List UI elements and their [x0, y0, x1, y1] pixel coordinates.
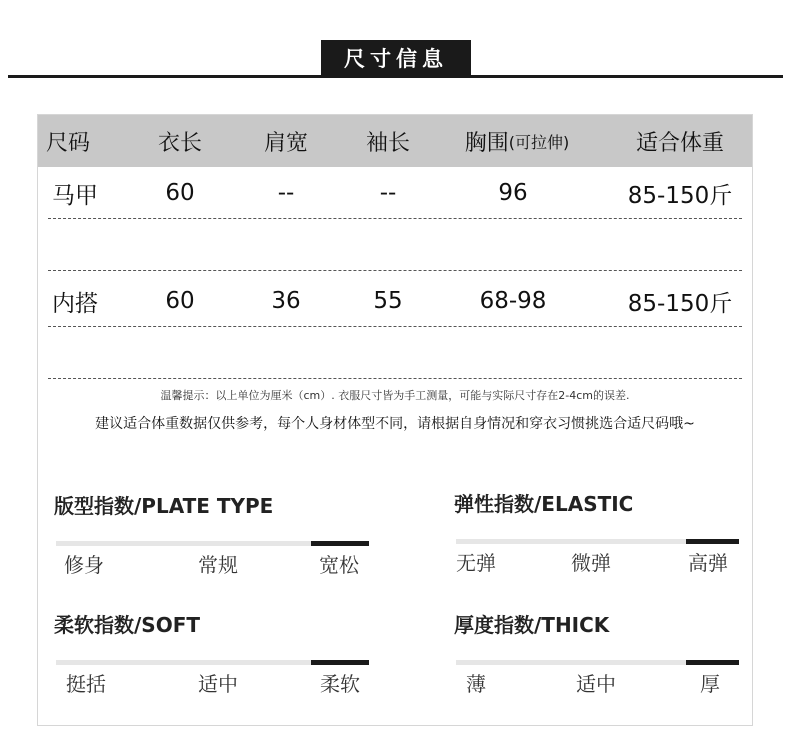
- elastic-index-fill: [686, 539, 739, 544]
- fit-option: 常规: [198, 553, 238, 577]
- table-header: [38, 115, 752, 167]
- fit-option-selected: 宽松: [319, 553, 359, 577]
- elastic-index-title: 弹性指数/ELASTIC: [454, 492, 634, 516]
- cell-length: 60: [165, 288, 195, 314]
- soft-option: 挺括: [66, 672, 106, 696]
- weight-advice: 建议适合体重数据仅供参考，每个人身材体型不同，请根据自身情况和穿衣习惯挑选合适尺码哦~: [95, 416, 695, 432]
- fit-index-bar: [56, 541, 369, 546]
- title-section: [0, 0, 790, 90]
- header-length: 衣长: [157, 130, 202, 156]
- soft-index-bar: [56, 660, 369, 665]
- cell-chest: 68-98: [479, 288, 547, 314]
- header-sleeve: 袖长: [365, 130, 410, 156]
- cell-sleeve: 55: [373, 288, 403, 314]
- thick-index-bar: [456, 660, 739, 665]
- thick-index-fill: [686, 660, 739, 665]
- soft-index-title: 柔软指数/SOFT: [54, 613, 201, 637]
- soft-option-selected: 柔软: [320, 672, 360, 696]
- measurement-note: 温馨提示：以上单位为厘米（cm）. 衣服尺寸皆为手工测量，可能与实际尺寸存在2-4cm的误差.: [160, 389, 630, 402]
- cell-chest: 96: [498, 180, 528, 206]
- cell-shoulder: --: [277, 180, 295, 206]
- thick-option: 适中: [576, 672, 616, 696]
- soft-option: 适中: [198, 672, 238, 696]
- cell-shoulder: 36: [271, 288, 301, 314]
- row-divider: [48, 270, 742, 271]
- fit-index-fill: [311, 541, 369, 546]
- header-shoulder: 肩宽: [263, 130, 308, 156]
- table-row: [38, 275, 752, 327]
- row-divider: [48, 378, 742, 379]
- elastic-option: 微弹: [571, 551, 611, 575]
- header-weight: 适合体重: [635, 130, 724, 156]
- cell-size: 马甲: [52, 182, 98, 209]
- elastic-index-bar: [456, 539, 739, 544]
- elastic-option: 无弹: [456, 551, 496, 575]
- cell-size: 内搭: [52, 290, 98, 317]
- size-card: [37, 114, 753, 726]
- thick-option: 薄: [466, 672, 486, 696]
- row-divider: [48, 218, 742, 219]
- header-chest-note: (可拉伸): [508, 132, 570, 152]
- header-chest: [443, 115, 591, 167]
- soft-index-fill: [311, 660, 369, 665]
- cell-length: 60: [165, 180, 195, 206]
- cell-sleeve: --: [379, 180, 397, 206]
- header-size: 尺码: [46, 130, 91, 156]
- thick-option-selected: 厚: [700, 672, 720, 696]
- cell-weight: 85-150斤: [627, 290, 733, 317]
- header-chest-label: 胸围: [464, 130, 509, 156]
- table-row: [38, 167, 752, 219]
- row-divider: [48, 326, 742, 327]
- fit-option: 修身: [64, 553, 104, 577]
- fit-index-title: 版型指数/PLATE TYPE: [54, 494, 274, 518]
- thick-index-title: 厚度指数/THICK: [454, 613, 610, 637]
- elastic-option-selected: 高弹: [688, 551, 728, 575]
- cell-weight: 85-150斤: [627, 182, 733, 209]
- page-title: 尺寸信息: [321, 40, 471, 78]
